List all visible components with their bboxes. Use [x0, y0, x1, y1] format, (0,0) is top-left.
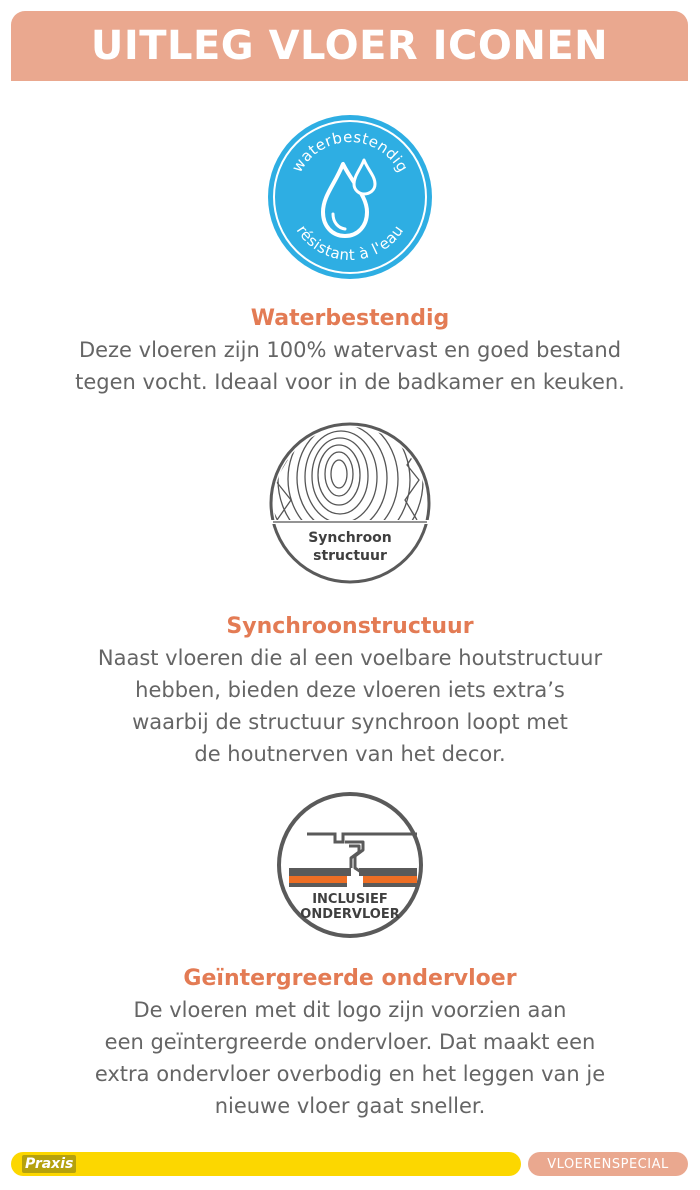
footer-tag: VLOERENSPECIAL: [528, 1152, 688, 1176]
section-body: [0, 642, 700, 770]
body-line: extra ondervloer overbodig en het leggen van je: [94, 1062, 606, 1086]
header-banner: [11, 11, 688, 81]
body-line: nieuwe vloer gaat sneller.: [214, 1094, 486, 1118]
section-title: Synchroonstructuur: [226, 614, 474, 639]
water-drop-icon: [265, 112, 435, 282]
body-line: de houtnerven van het decor.: [194, 742, 506, 766]
wood-grain-icon: [267, 420, 433, 586]
section-title: Waterbestendig: [250, 306, 450, 331]
body-line: Naast vloeren die al een voelbare houtstructuur: [97, 646, 603, 670]
footer-bar: [11, 1152, 521, 1176]
icon-text-bottom: résistant à l'eau: [292, 221, 408, 265]
icon-label-line: INCLUSIEF: [312, 892, 388, 907]
icon-text-top: waterbestendig: [288, 127, 413, 176]
body-line: een geïntergreerde ondervloer. Dat maakt een: [104, 1030, 596, 1054]
icon-label-line: structuur: [313, 548, 387, 564]
body-line: waarbij de structuur synchroon loopt met: [132, 710, 568, 734]
page-title: UITLEG VLOER ICONEN: [90, 23, 609, 69]
icon-label-line: Synchroon: [308, 530, 392, 546]
section-synchroonstructuur: [0, 420, 700, 770]
section-body: [0, 994, 700, 1122]
body-line: De vloeren met dit logo zijn voorzien aan: [133, 998, 567, 1022]
section-title: Geïntergreerde ondervloer: [183, 966, 517, 991]
praxis-logo: Praxis: [22, 1155, 76, 1173]
body-line: tegen vocht. Ideaal voor in de badkamer en keuken.: [75, 370, 625, 394]
underlay-icon: [275, 790, 425, 940]
icon-label-line: ONDERVLOER: [300, 907, 400, 922]
section-ondervloer: [0, 790, 700, 1122]
body-line: hebben, bieden deze vloeren iets extra’s: [135, 678, 565, 702]
section-body: [0, 334, 700, 398]
section-waterbestendig: [0, 112, 700, 398]
body-line: Deze vloeren zijn 100% watervast en goed bestand: [78, 338, 622, 362]
